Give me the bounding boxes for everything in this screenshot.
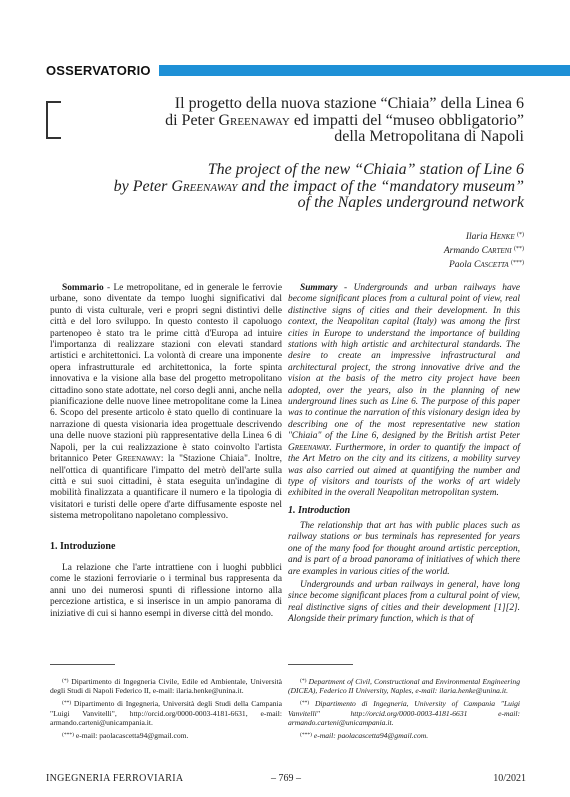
title-en-text: and the impact of the “mandatory museum”: [237, 177, 524, 195]
title-it-text: ed impatti del “museo obbligatorio”: [289, 111, 524, 129]
footnote-mark: (***): [62, 732, 74, 739]
title-en-text: by Peter: [113, 177, 172, 195]
footnote: [288, 731, 520, 740]
footnote: [288, 677, 520, 695]
abstract-artist-name: Greenaway: [116, 454, 161, 465]
abstract-label: Summary: [300, 283, 338, 293]
title-it-line: Il progetto della nuova stazione “Chiaia” della Linea 6: [174, 95, 524, 112]
footnote-mark: (***): [300, 732, 312, 739]
author-footnote-mark: (***): [511, 260, 524, 266]
title-it-text: di Peter: [165, 111, 219, 129]
footnote: [50, 677, 282, 695]
footnote-text: Dipartimento di Ingegneria Civile, Edile ed Ambientale, Università degli Studi di Napoli Federico II, e-mail: ilaria.henke@unina.it.: [50, 677, 282, 696]
footnote-text: Dipartimento di Ingegneria, University of Campania "Luigi Vanvitelli" http://orcid.org/0000-0003-4181-6631 e-mail: armando.carteni@unicampania.it.: [288, 699, 520, 727]
title-en-artist-name: Greenaway: [171, 177, 238, 195]
author-footnote-mark: (*): [517, 232, 524, 238]
author-last-name: Henke: [489, 232, 515, 242]
author: [224, 243, 524, 257]
abstract-italian: [50, 283, 282, 523]
intro-italian: [50, 563, 282, 620]
footnote-text: Department of Civil, Constructional and Environmental Engineering (DICEA), Federico II University, Naples, e-mail: ilaria.henke@unina.it.: [288, 677, 520, 696]
footnote-mark: (**): [300, 700, 310, 707]
abstract-text: : la "Stazione Chiaia". Inoltre, nell'ottica di quantificare l'impatto del metrò dell'arte sulla città e sui suoi cittadini, è stata eseguita un'indagine di mobilità finalizzata a quantificare il numero e la tipologia di visitatori e turisti delle opere d'arte diffusamente esposte nel sistema metropolitano napoletano complessivo.: [50, 454, 282, 522]
abstract-paragraph: [50, 283, 282, 523]
abstract-label: Sommario: [62, 283, 104, 293]
abstract-english: [288, 283, 520, 500]
author: [224, 229, 524, 243]
author-first-name: Paola: [448, 260, 475, 270]
title-bracket-decoration: [46, 101, 61, 139]
footnotes-english: [288, 677, 520, 744]
author-list: [224, 229, 524, 271]
abstract-text: - Le metropolitane, ed in generale le ferrovie urbane, sono diventate da tempo luoghi significativi dal punto di vista culturale, veri e propri segni distintivi delle città e del loro sviluppo. In questo contesto il capoluogo partenopeo è stato tra le prime città d'Europa ad intuire l'importanza di realizzare stazioni con elevati standard artistici e architettonici. La volontà di creare una imponente opera infrastrutturale ed architettonica, la forte spinta innovativa e la visione alla base del progetto metropolitano cittadino sono state adottate, nel corso degli anni, anche nella pianificazione delle nuove linee metropolitane come la Linea 6. Scopo del presente articolo è stato quello di continuare la narrazione di questa visionaria idea progettuale descrivendo una delle nuove stazioni più rappresentative della Linea 6 di Napoli, per la cui realizzazione è stato coinvolto l'artista britannico Peter: [50, 283, 282, 465]
page-footer: [46, 773, 526, 787]
section-heading-introduzione: 1. Introduzione: [50, 541, 116, 552]
intro-paragraph: La relazione che l'arte intrattiene con i luoghi pubblici come le stazioni ferroviarie o i terminal bus rappresenta da anni uno dei numerosi spunti di riflessione intorno alla percezione artistica, e si inserisce in un ampio panorama di iniziative di cui si hanno esempi in diverse città del mondo.: [50, 563, 282, 619]
footnote-mark: (**): [62, 700, 72, 707]
abstract-text: - Undergrounds and urban railways have become significant places from a cultural point of view, real distinctive signs of cities and their development. In this context, the Neapolitan capital (Italy) was among the first cities in Europe to understand the importance of building stations with high artistic and architectural standards. The desire to create an impressive infrastructural and architectural project, the strong innovative drive and the vision at the basis of the metro city project have been adopted, over the years, also in the planning of new underground lines such as Line 6. The purpose of this paper was to continue the narration of this visionary design idea by describing one of the most representative new station "Chiaia" of the Line 6, designed by the British artist Peter: [288, 283, 520, 442]
footnote: [288, 699, 520, 727]
abstract-text: . Furthermore, in order to quantify the impact of the Art Metro on the city and its citizens, a mobility survey was also carried out aimed at quantifying the number and type of visitors and tourists of the works of art widely exhibited in the overall Neapolitan metropolitan system.: [288, 442, 520, 499]
author-first-name: Armando: [443, 246, 482, 256]
footnote-mark: (*): [62, 678, 69, 684]
footnote-text: e-mail: paolacascetta94@gmail.com.: [311, 731, 429, 741]
author-first-name: Ilaria: [465, 232, 490, 242]
title-it-line: della Metropolitana di Napoli: [334, 128, 524, 145]
title-english: [24, 162, 524, 212]
title-en-line: of the Naples underground network: [297, 194, 524, 211]
section-label: OSSERVATORIO: [46, 63, 151, 78]
author: [224, 257, 524, 271]
footnote-mark: (*): [300, 678, 307, 684]
section-accent-bar: [159, 65, 570, 76]
section-heading-introduction: 1. Introduction: [288, 505, 351, 516]
intro-english: [288, 521, 520, 626]
title-en-line: [24, 179, 524, 196]
abstract-paragraph: [288, 283, 520, 500]
issue-date: 10/2021: [493, 773, 526, 784]
author-last-name: Carteni: [481, 246, 512, 256]
footnote-divider: [288, 664, 353, 665]
title-it-line: [84, 113, 524, 130]
title-it-artist-name: Greenaway: [218, 111, 290, 129]
journal-name: INGEGNERIA FERROVIARIA: [46, 773, 184, 784]
intro-paragraph: Undergrounds and urban railways in general, have long since become significant places from a cultural point of view, real distinctive signs of cities and their development [1][2]. Alongside their primary function, which is that of: [288, 580, 520, 625]
footnote-text: e-mail: paolacascetta94@gmail.com.: [73, 731, 189, 741]
author-last-name: Cascetta: [474, 260, 509, 270]
title-en-line: The project of the new “Chiaia” station of Line 6: [207, 161, 524, 178]
intro-paragraph: The relationship that art has with public places such as railway stations or bus terminals has represented for years one of the many food for thought around artistic perception, and is part of a broad panorama of initiatives of which there are examples in various cities of the world.: [288, 521, 520, 577]
abstract-artist-name: Greenaway: [288, 442, 330, 453]
footnote-divider: [50, 664, 115, 665]
footnote: [50, 731, 282, 740]
footnote-text: Dipartimento di Ingegneria, Università degli Studi della Campania "Luigi Vanvitelli", http://orcid.org/0000-0003-4181-6631, e-mail: armando.carteni@unicampania.it.: [50, 699, 282, 727]
section-header: [46, 62, 570, 80]
author-footnote-mark: (**): [514, 246, 524, 252]
footnote: [50, 699, 282, 727]
title-italian: [84, 96, 524, 146]
page-number: – 769 –: [271, 773, 301, 784]
footnotes-italian: [50, 677, 282, 744]
